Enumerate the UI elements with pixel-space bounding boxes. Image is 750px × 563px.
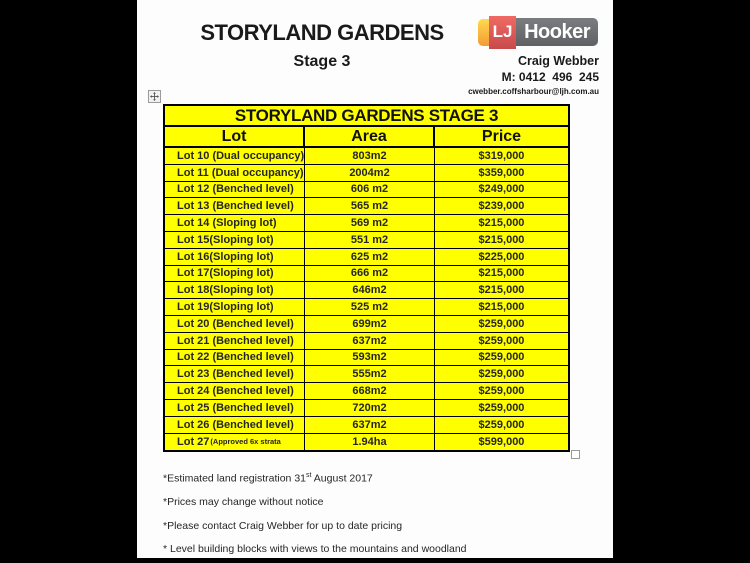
price-cell: $225,000 bbox=[478, 250, 525, 263]
price-cell: $359,000 bbox=[478, 166, 525, 179]
note-item: * Level building blocks with views to the mountains and woodland bbox=[163, 543, 467, 555]
lot-cell: Lot 15(Sloping lot) bbox=[165, 232, 305, 248]
agent-mobile: M: 0412 496 245 bbox=[501, 70, 599, 84]
price-cell: $215,000 bbox=[478, 301, 525, 314]
price-cell: $259,000 bbox=[478, 317, 525, 330]
lot-cell: Lot 22 (Benched level) bbox=[165, 350, 305, 366]
table-row bbox=[165, 333, 568, 350]
table-row bbox=[165, 198, 568, 215]
lot-cell: Lot 25 (Benched level) bbox=[165, 400, 305, 416]
agent-name: Craig Webber bbox=[517, 54, 599, 68]
price-cell: $239,000 bbox=[478, 200, 525, 213]
table-header-row bbox=[165, 127, 568, 148]
table-row bbox=[165, 417, 568, 434]
area-cell: 2004m2 bbox=[305, 165, 435, 181]
area-cell: 565 m2 bbox=[305, 198, 435, 214]
area-cell: 569 m2 bbox=[305, 215, 435, 231]
price-cell: $249,000 bbox=[478, 183, 525, 196]
area-cell: 593m2 bbox=[305, 350, 435, 366]
column-header-area: Area bbox=[305, 127, 435, 146]
page-title: STORYLAND GARDENS bbox=[200, 20, 444, 45]
price-cell: $215,000 bbox=[478, 284, 525, 297]
table-row bbox=[165, 400, 568, 417]
table-row bbox=[165, 366, 568, 383]
agent-email: cwebber.coffsharbour@ljh.com.au bbox=[468, 87, 599, 96]
table-title: STORYLAND GARDENS STAGE 3 bbox=[165, 106, 568, 127]
price-cell: $599,000 bbox=[478, 435, 525, 448]
table-body bbox=[165, 148, 568, 450]
column-header-lot: Lot bbox=[165, 127, 305, 146]
table-row bbox=[165, 215, 568, 232]
area-cell: 646m2 bbox=[305, 282, 435, 298]
lot-cell: Lot 13 (Benched level) bbox=[165, 198, 305, 214]
table-row bbox=[165, 299, 568, 316]
footnotes bbox=[163, 472, 467, 563]
lot-cell: Lot 12 (Benched level) bbox=[165, 182, 305, 198]
document-page bbox=[137, 0, 613, 558]
price-cell: $215,000 bbox=[478, 217, 525, 230]
lot-cell: Lot 14 (Sloping lot) bbox=[165, 215, 305, 231]
area-cell: 720m2 bbox=[305, 400, 435, 416]
lot-cell: Lot 17(Sloping lot) bbox=[165, 266, 305, 282]
logo-hooker-wordmark: Hooker bbox=[516, 18, 598, 46]
document-header bbox=[167, 20, 477, 71]
logo-lj-badge: LJ bbox=[489, 16, 516, 49]
lot-cell: Lot 23 (Benched level) bbox=[165, 366, 305, 382]
table-row bbox=[165, 434, 568, 451]
area-cell: 606 m2 bbox=[305, 182, 435, 198]
table-row bbox=[165, 165, 568, 182]
lot-cell: Lot 11 (Dual occupancy) bbox=[165, 165, 305, 181]
table-row bbox=[165, 350, 568, 367]
lot-cell: Lot 27 (Approved 6x strata bbox=[165, 434, 305, 451]
price-cell: $259,000 bbox=[478, 368, 525, 381]
lot-cell: Lot 26 (Benched level) bbox=[165, 417, 305, 433]
logo-yellow-strip-icon bbox=[478, 19, 489, 46]
area-cell: 525 m2 bbox=[305, 299, 435, 315]
table-row bbox=[165, 148, 568, 165]
area-cell: 666 m2 bbox=[305, 266, 435, 282]
area-cell: 699m2 bbox=[305, 316, 435, 332]
lot-cell: Lot 18(Sloping lot) bbox=[165, 282, 305, 298]
area-cell: 555m2 bbox=[305, 366, 435, 382]
area-cell: 1.94ha bbox=[305, 434, 435, 451]
four-arrows-icon bbox=[150, 92, 159, 101]
area-cell: 625 m2 bbox=[305, 249, 435, 265]
area-cell: 637m2 bbox=[305, 417, 435, 433]
price-cell: $259,000 bbox=[478, 334, 525, 347]
area-cell: 803m2 bbox=[305, 148, 435, 164]
price-list-table bbox=[163, 104, 570, 452]
area-cell: 637m2 bbox=[305, 333, 435, 349]
agent-contact-block bbox=[468, 54, 599, 96]
lj-hooker-logo bbox=[478, 14, 598, 50]
lot-cell: Lot 19(Sloping lot) bbox=[165, 299, 305, 315]
note-item: *Please contact Craig Webber for up to date pricing bbox=[163, 519, 403, 532]
table-row bbox=[165, 383, 568, 400]
area-cell: 668m2 bbox=[305, 383, 435, 399]
table-row bbox=[165, 266, 568, 283]
table-move-handle-icon[interactable] bbox=[148, 90, 161, 103]
lot-cell: Lot 24 (Benched level) bbox=[165, 383, 305, 399]
price-cell: $215,000 bbox=[478, 233, 525, 246]
lot-cell: Lot 20 (Benched level) bbox=[165, 316, 305, 332]
lot-cell: Lot 16(Sloping lot) bbox=[165, 249, 305, 265]
price-cell: $319,000 bbox=[478, 149, 525, 162]
table-row bbox=[165, 182, 568, 199]
price-cell: $259,000 bbox=[478, 385, 525, 398]
price-cell: $259,000 bbox=[478, 351, 525, 364]
lot-cell: Lot 10 (Dual occupancy) bbox=[165, 148, 305, 164]
note-item: *Prices may change without notice bbox=[163, 496, 324, 508]
column-header-price: Price bbox=[481, 127, 522, 145]
price-cell: $259,000 bbox=[478, 401, 525, 414]
table-row bbox=[165, 282, 568, 299]
area-cell: 551 m2 bbox=[305, 232, 435, 248]
lot-cell: Lot 21 (Benched level) bbox=[165, 333, 305, 349]
table-row bbox=[165, 316, 568, 333]
note-item: *Estimated land registration 31st August 2017 bbox=[163, 472, 373, 485]
price-cell: $215,000 bbox=[478, 267, 525, 280]
table-row bbox=[165, 249, 568, 266]
table-row bbox=[165, 232, 568, 249]
page-subtitle: Stage 3 bbox=[293, 53, 351, 70]
table-resize-handle[interactable] bbox=[571, 450, 580, 459]
price-cell: $259,000 bbox=[478, 418, 525, 431]
